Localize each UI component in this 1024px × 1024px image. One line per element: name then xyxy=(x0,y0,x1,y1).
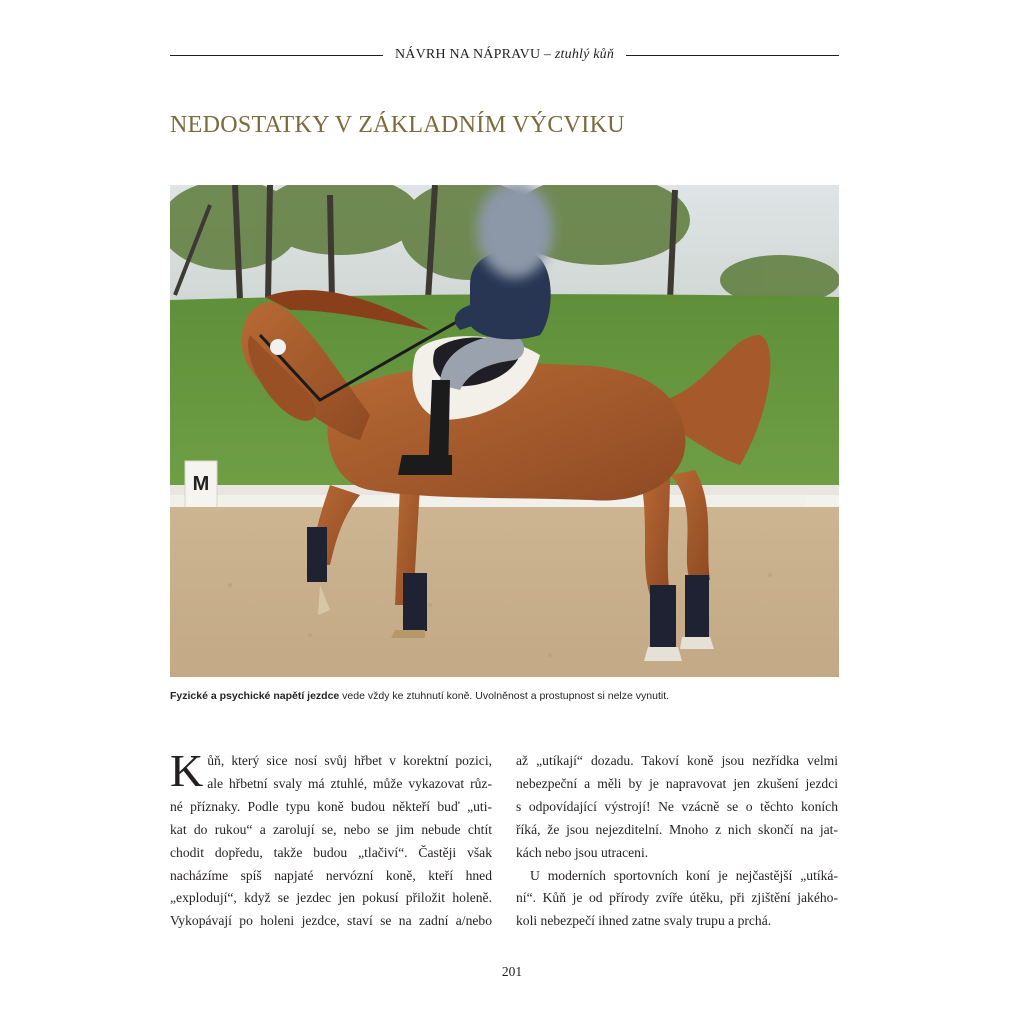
running-head xyxy=(170,44,839,66)
text-line: až „utíkají“ dozadu. Takoví koně jsou nezřídka velmi xyxy=(516,753,838,768)
running-head-rule-right xyxy=(626,55,839,56)
running-head-title: NÁVRH NA NÁPRAVU – xyxy=(394,47,552,62)
chapter-title: NEDOSTATKY V ZÁKLADNÍM VÝCVIKU xyxy=(170,112,625,138)
horse-photo xyxy=(170,185,839,677)
body-paragraph xyxy=(516,750,838,865)
body-paragraph xyxy=(516,865,838,934)
body-column-left xyxy=(170,745,492,933)
text-line: nebezpeční a měli by je napravovat jen zkušení jezdci xyxy=(516,775,838,791)
body-paragraph xyxy=(170,745,492,933)
caption-bold: Fyzické a psychické napětí jezdce xyxy=(170,690,340,702)
leg-boot xyxy=(685,575,709,637)
text-line: U moderních sportovních koní je nejčastější „utíká- xyxy=(530,867,838,883)
text-line: né příznaky. Podle typu koně budou někteří buď „uti- xyxy=(170,798,492,814)
text-line: chodit dopředu, takže budou „tlačiví“. Častěji však xyxy=(170,844,492,860)
text-line: kat do rukou“ a zarolují se, nebo se jim nebude chtít xyxy=(170,821,492,837)
text-line: ní“. Kůň je od přírody zvíře útěku, při zjištění jakého- xyxy=(516,890,838,906)
text-line: říká, že jsou nejezditelní. Mnoho z nich skončí na jat- xyxy=(516,821,838,837)
text-line: „explodují“, když se jezdec jen pokusí přiložit holeně. xyxy=(170,890,492,906)
running-head-subtitle: ztuhlý kůň xyxy=(554,47,615,62)
drop-cap: K xyxy=(170,745,204,796)
text-line: ůň, který sice nosí svůj hřbet v korektní pozici, xyxy=(207,753,492,768)
leg-boot xyxy=(650,585,676,647)
photo-caption xyxy=(170,690,839,702)
leg-boot xyxy=(307,527,327,582)
text-line: Vykopávají po holeni jezdce, staví se na zadní a/nebo xyxy=(170,913,492,929)
running-head-text xyxy=(383,47,626,63)
running-head-rule-left xyxy=(170,55,383,56)
text-line: koli nebezpečí ihned zatne svaly trupu a prchá. xyxy=(516,913,772,929)
body-column-right xyxy=(516,750,838,933)
page-number: 201 xyxy=(501,964,523,979)
text-line: kách nebo jsou utraceni. xyxy=(516,844,649,860)
text-line: ale hřbetní svaly má ztuhlé, může vykazovat růz- xyxy=(207,775,492,791)
text-line: s odpovídající výstrojí! Ne vzácně se o těchto koních xyxy=(516,798,838,814)
text-line: nacházíme spíš napjaté nervózní koně, kteří hned xyxy=(170,867,492,883)
leg-boot xyxy=(403,573,427,631)
arena-letter: M xyxy=(192,473,210,495)
caption-text: vede vždy ke ztuhnutí koně. Uvolněnost a prostupnost si nelze vynutit. xyxy=(339,690,670,702)
